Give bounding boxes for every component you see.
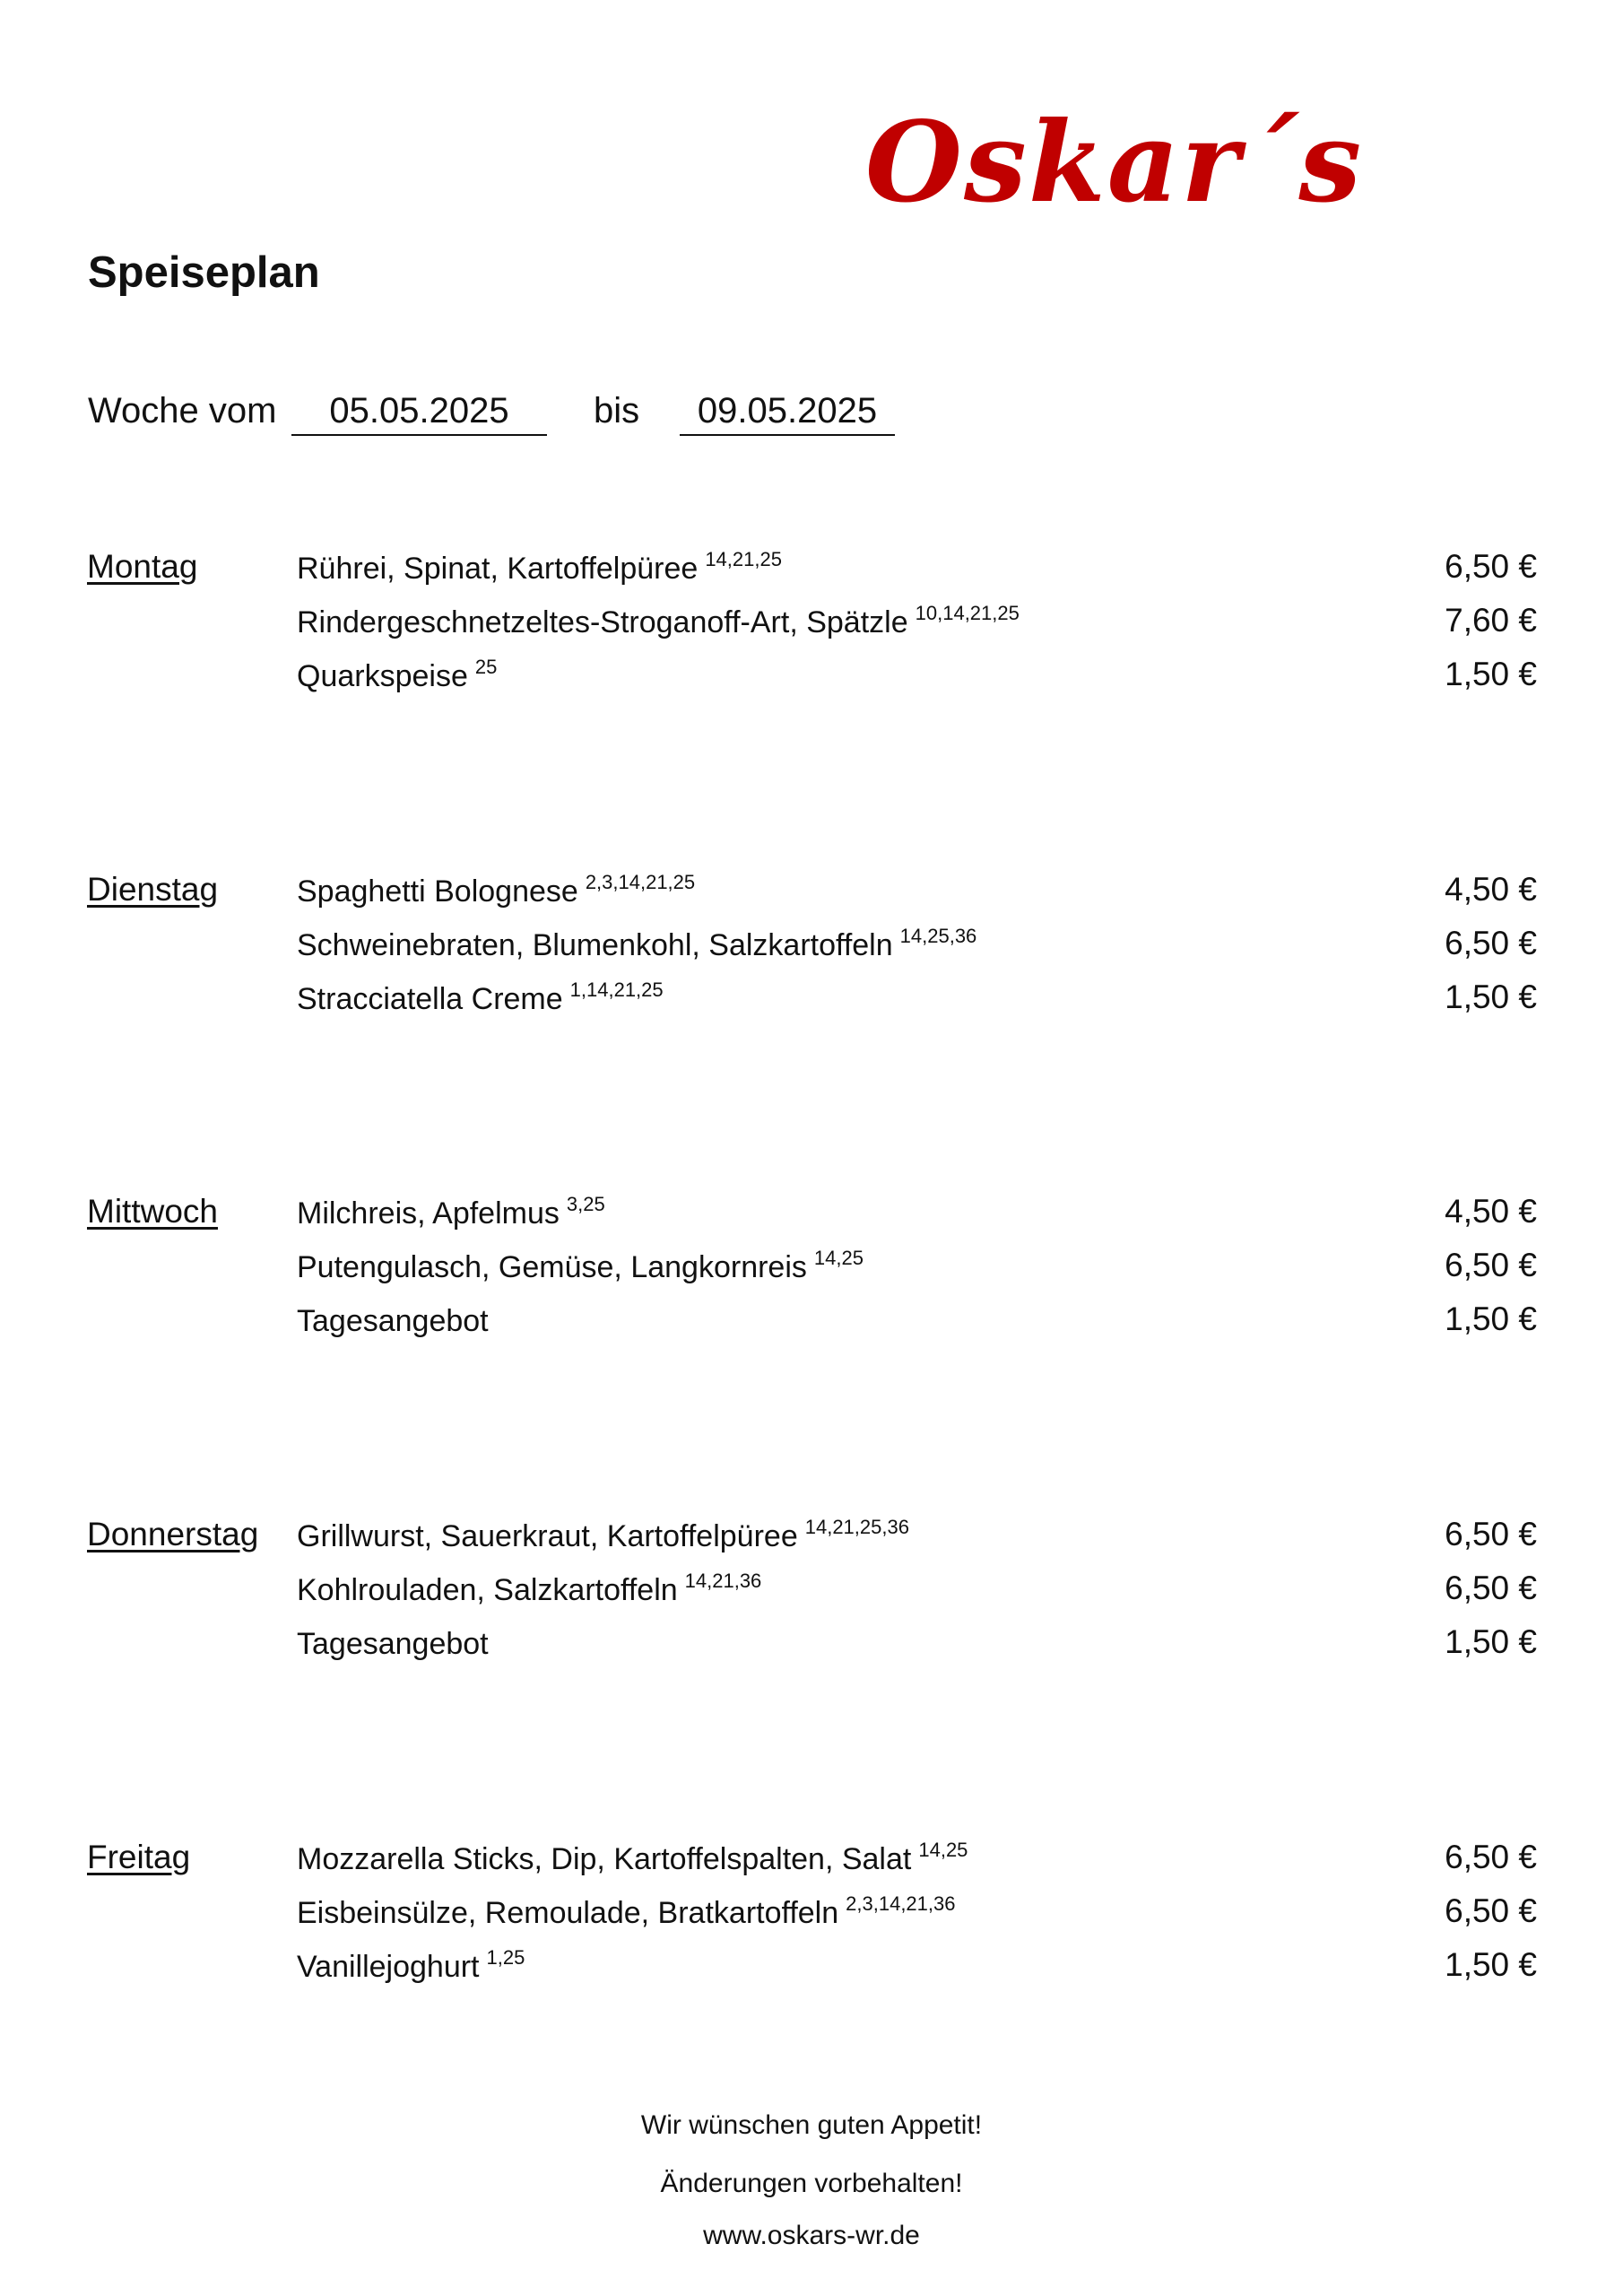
dish-title: Mozzarella Sticks, Dip, Kartoffelspalten, Salat — [297, 1842, 912, 1876]
dish-name — [297, 656, 498, 693]
menu-item — [0, 926, 1623, 971]
website-link[interactable]: www.oskars-wr.de — [703, 2221, 920, 2250]
day-section-mittwoch — [0, 1195, 1623, 1374]
dish-title: Putengulasch, Gemüse, Langkornreis — [297, 1250, 807, 1284]
day-section-freitag — [0, 1840, 1623, 2020]
allergen-codes: 14,25 — [813, 1247, 864, 1269]
dish-title: Quarkspeise — [297, 659, 468, 693]
day-name: Freitag — [87, 1839, 191, 1875]
dish-name — [297, 1193, 605, 1231]
week-range — [0, 393, 1623, 447]
dish-name — [297, 1306, 496, 1336]
dish-title: Vanillejoghurt — [297, 1950, 480, 1984]
allergen-codes: 2,3,14,21,36 — [846, 1892, 956, 1915]
dish-name — [297, 1516, 909, 1553]
dish-name — [297, 1946, 525, 1984]
dish-name — [297, 1839, 968, 1876]
dish-price: 1,50 € — [1445, 656, 1537, 692]
day-section-dienstag — [0, 873, 1623, 1052]
dish-title: Rührei, Spinat, Kartoffelpüree — [297, 552, 699, 586]
dish-price: 6,50 € — [1445, 1839, 1537, 1875]
allergen-codes: 25 — [474, 656, 498, 678]
dish-price: 6,50 € — [1445, 1516, 1537, 1552]
week-to-label: bis — [594, 391, 640, 430]
dish-title: Spaghetti Bolognese — [297, 874, 578, 909]
dish-name — [297, 602, 1020, 639]
dish-title: Grillwurst, Sauerkraut, Kartoffelpüree — [297, 1519, 798, 1553]
allergen-codes: 1,25 — [486, 1946, 525, 1969]
dish-name — [297, 925, 977, 962]
menu-item — [0, 1894, 1623, 1939]
menu-item — [0, 1840, 1623, 1885]
day-name: Montag — [87, 548, 198, 585]
menu-item — [0, 1571, 1623, 1616]
allergen-codes: 14,25,36 — [899, 925, 977, 947]
dish-name — [297, 1892, 956, 1930]
dish-price: 6,50 € — [1445, 1247, 1537, 1283]
week-end-date: 09.05.2025 — [680, 393, 895, 436]
dish-name — [297, 871, 696, 909]
week-start-date: 05.05.2025 — [291, 393, 547, 436]
allergen-codes: 2,3,14,21,25 — [585, 871, 696, 893]
footer-notice: Änderungen vorbehalten! — [660, 2169, 963, 2198]
dish-price: 6,50 € — [1445, 548, 1537, 585]
menu-item — [0, 980, 1623, 1025]
allergen-codes: 14,21,36 — [684, 1570, 762, 1592]
day-section-donnerstag — [0, 1518, 1623, 1697]
dish-title: Milchreis, Apfelmus — [297, 1196, 560, 1231]
dish-price: 1,50 € — [1445, 1623, 1537, 1660]
dish-title: Eisbeinsülze, Remoulade, Bratkartoffeln — [297, 1896, 839, 1930]
dish-title: Stracciatella Creme — [297, 982, 563, 1016]
menu-item — [0, 1195, 1623, 1239]
dish-price: 1,50 € — [1445, 1300, 1537, 1337]
menu-item — [0, 873, 1623, 918]
allergen-codes: 1,14,21,25 — [569, 978, 664, 1001]
dish-name — [297, 1629, 496, 1659]
day-name: Mittwoch — [87, 1193, 218, 1230]
dish-price: 6,50 € — [1445, 1570, 1537, 1606]
menu-item — [0, 1625, 1623, 1670]
allergen-codes: 14,21,25,36 — [804, 1516, 909, 1538]
day-name: Donnerstag — [87, 1516, 259, 1552]
menu-item — [0, 657, 1623, 702]
menu-item — [0, 1302, 1623, 1347]
dish-name — [297, 1247, 864, 1284]
dish-price: 1,50 € — [1445, 978, 1537, 1015]
dish-title: Tagesangebot — [297, 1627, 489, 1661]
dish-title: Tagesangebot — [297, 1304, 489, 1338]
dish-name — [297, 978, 664, 1016]
menu-item — [0, 550, 1623, 595]
dish-price: 7,60 € — [1445, 602, 1537, 639]
allergen-codes: 10,14,21,25 — [915, 602, 1020, 624]
allergen-codes: 14,21,25 — [705, 548, 782, 570]
dish-price: 6,50 € — [1445, 1892, 1537, 1929]
menu-item — [0, 604, 1623, 648]
menu-item — [0, 1248, 1623, 1293]
dish-price: 4,50 € — [1445, 871, 1537, 908]
menu-item — [0, 1948, 1623, 1993]
oskars-logo: Oskar´s — [865, 98, 1364, 228]
footer-greeting: Wir wünschen guten Appetit! — [640, 2110, 983, 2140]
allergen-codes: 3,25 — [566, 1193, 605, 1215]
dish-price: 1,50 € — [1445, 1946, 1537, 1983]
dish-name — [297, 548, 782, 586]
dish-title: Schweinebraten, Blumenkohl, Salzkartoffeln — [297, 928, 893, 962]
allergen-codes: 14,25 — [918, 1839, 968, 1861]
menu-item — [0, 1518, 1623, 1562]
dish-price: 4,50 € — [1445, 1193, 1537, 1230]
dish-title: Kohlrouladen, Salzkartoffeln — [297, 1573, 678, 1607]
page-title: Speiseplan — [88, 248, 320, 297]
dish-title: Rindergeschnetzeltes-Stroganoff-Art, Spätzle — [297, 605, 908, 639]
day-section-montag — [0, 550, 1623, 729]
dish-name — [297, 1570, 762, 1607]
day-name: Dienstag — [87, 871, 219, 908]
dish-price: 6,50 € — [1445, 925, 1537, 961]
week-label: Woche vom — [88, 391, 277, 430]
